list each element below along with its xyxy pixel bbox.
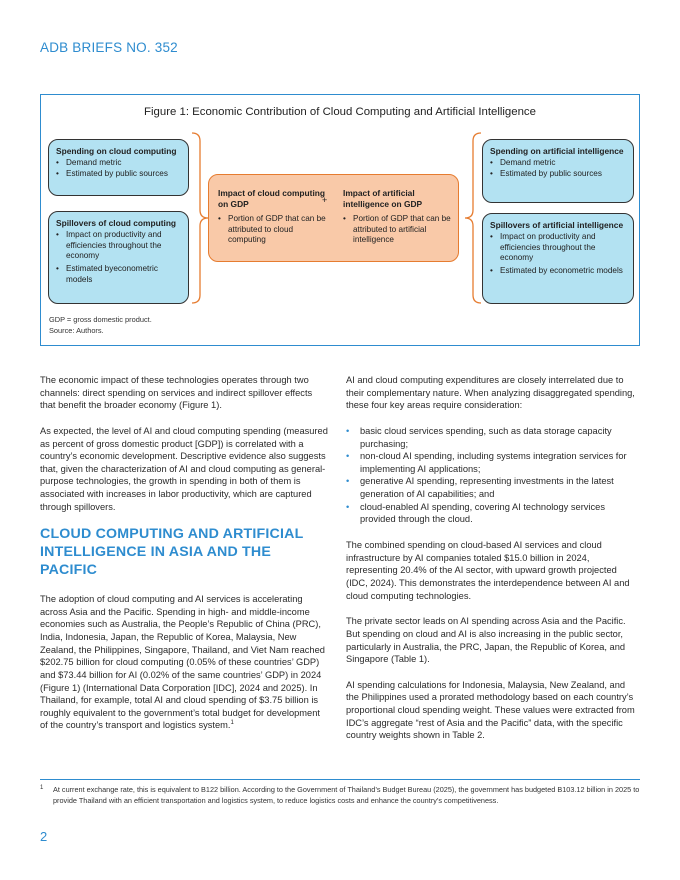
node-bullet: • Estimated byeconometric models (56, 264, 182, 285)
node-bullet: • Estimated by public sources (490, 169, 627, 180)
footnote (40, 785, 640, 806)
node-title: Spillovers of artificial intelligence (490, 220, 624, 230)
figure-source: Source: Authors. (49, 325, 104, 335)
list-item: • generative AI spending, representing investments in the latest generation of AI capabilities; and (346, 475, 636, 500)
page-number: 2 (40, 829, 48, 844)
paragraph: The combined spending on cloud-based AI services and cloud infrastructure by AI companies totaled $15.0 billion in 2024, representing 20.4% of the AI sector, with upward growth projected (IDC, 2024). This demonstrates the interdependence between AI and cloud computing technologies. (346, 540, 630, 601)
node-title: Spending on cloud computing (56, 146, 177, 156)
ai-gdp-title: Impact of artificial intelligence on GDP (343, 188, 423, 209)
node-spending-cloud (48, 139, 189, 196)
cloud-gdp-bullet: • Portion of GDP that can be attributed to cloud computing (218, 214, 330, 246)
node-title: Spending on artificial intelligence (490, 146, 624, 156)
list-item: • basic cloud services spending, such as data storage capacity purchasing; (346, 425, 636, 450)
cloud-gdp-impact (218, 188, 330, 246)
figure-note: GDP = gross domestic product. (49, 315, 152, 324)
paragraph (40, 593, 330, 732)
left-column (40, 374, 330, 745)
right-brace (459, 132, 483, 304)
gdp-impact-box (208, 174, 459, 262)
cloud-gdp-title: Impact of cloud computing on GDP (218, 188, 326, 209)
plus-sign: + (322, 195, 328, 205)
node-bullet: • Estimated by econometric models (490, 266, 627, 277)
paragraph: As expected, the level of AI and cloud computing spending (measured as percent of gross domestic product [GDP]) is correlated with a country’s economic development. Descriptive evidence also suggests that, given the characterization of AI and cloud computing as general-purpose technologies, the growth in spending in both of them is associated with increases in labor productivity, which are captured through spillovers. (40, 425, 328, 512)
footnote-number: 1 (40, 785, 44, 791)
node-spillovers-ai (482, 213, 634, 304)
ai-gdp-bullet: • Portion of GDP that can be attributed to artificial intelligence (343, 214, 455, 246)
node-bullet: • Impact on productivity and efficiencies throughout the economy (56, 230, 182, 262)
node-bullet: • Estimated by public sources (56, 169, 182, 180)
node-spending-ai (482, 139, 634, 203)
right-column (346, 374, 636, 755)
figure-1 (40, 94, 640, 346)
figure-title: Figure 1: Economic Contribution of Cloud Computing and Artificial Intelligence (144, 106, 536, 118)
node-bullet: • Demand metric (490, 158, 627, 169)
node-title: Spillovers of cloud computing (56, 218, 177, 228)
section-heading: CLOUD COMPUTING AND ARTIFICIAL INTELLIGENCE IN ASIA AND THE PACIFIC (40, 526, 304, 579)
figure-notes (49, 315, 152, 336)
footnote-ref[interactable]: 1 (230, 720, 234, 727)
paragraph: AI and cloud computing expenditures are closely interrelated due to their complementary nature. When analyzing disaggregated spending, these four key areas require consideration: (346, 375, 635, 411)
footnote-divider (40, 779, 640, 780)
ai-gdp-impact (343, 188, 455, 246)
paragraph: AI spending calculations for Indonesia, Malaysia, New Zealand, and the Philippines used a prorated methodology based on each country’s proportional cloud spending weight. These values were extracted from IDC’s aggregate “rest of Asia and the Pacific” data, with the specific country weights shown in Table 2. (346, 679, 635, 741)
paragraph-text: The adoption of cloud computing and AI services is accelerating across Asia and the Pacific. Spending in high- and middle-income economies such as Australia, the People’s Republic of China (PRC), India, Indonesia, Japan, the Republic of Korea, Malaysia, New Zealand, the Philippines, Singapore, Thailand, and Viet Nam reached $202.75 billion for cloud computing (0.05% of these countries’ GDP) and $73.44 billion for AI (0.02% of the same countries’ GDP) in 2024 (Figure 1) (International Data Corporation [IDC], 2024 and 2025). In Thailand, for example, total AI and cloud spending of $3.75 billion is roughly equivalent to the government’s total budget for development of the country’s transport and logistics system. (40, 594, 325, 731)
list-item: • cloud-enabled AI spending, covering AI technology services provided through the cloud. (346, 501, 636, 526)
node-spillovers-cloud (48, 211, 189, 304)
list-item: • non-cloud AI spending, including systems integration services for implementing AI applications; (346, 450, 636, 475)
footnote-text: At current exchange rate, this is equivalent to B122 billion. According to the Government of Thailand’s Budget Bureau (2025), the government has budgeted B103.12 billion in 2025 to provide Thailand with an efficient transportation and logistics system, to reduce logistics costs and enhance the country’s competitiveness. (53, 785, 640, 805)
paragraph: The economic impact of these technologies operates through two channels: direct spending on services and indirect spillover effects that benefit the broader economy (Figure 1). (40, 375, 313, 411)
series-header: ADB BRIEFS NO. 352 (40, 40, 178, 55)
paragraph: The private sector leads on AI spending across Asia and the Pacific. But spending on cloud and AI is also increasing in the public sector, particularly in Australia, the PRC, Japan, the Republic of Korea, and Singapore (Table 1). (346, 616, 626, 665)
key-areas-list (346, 425, 636, 526)
node-bullet: • Demand metric (56, 158, 182, 169)
node-bullet: • Impact on productivity and efficiencies throughout the economy (490, 232, 627, 264)
